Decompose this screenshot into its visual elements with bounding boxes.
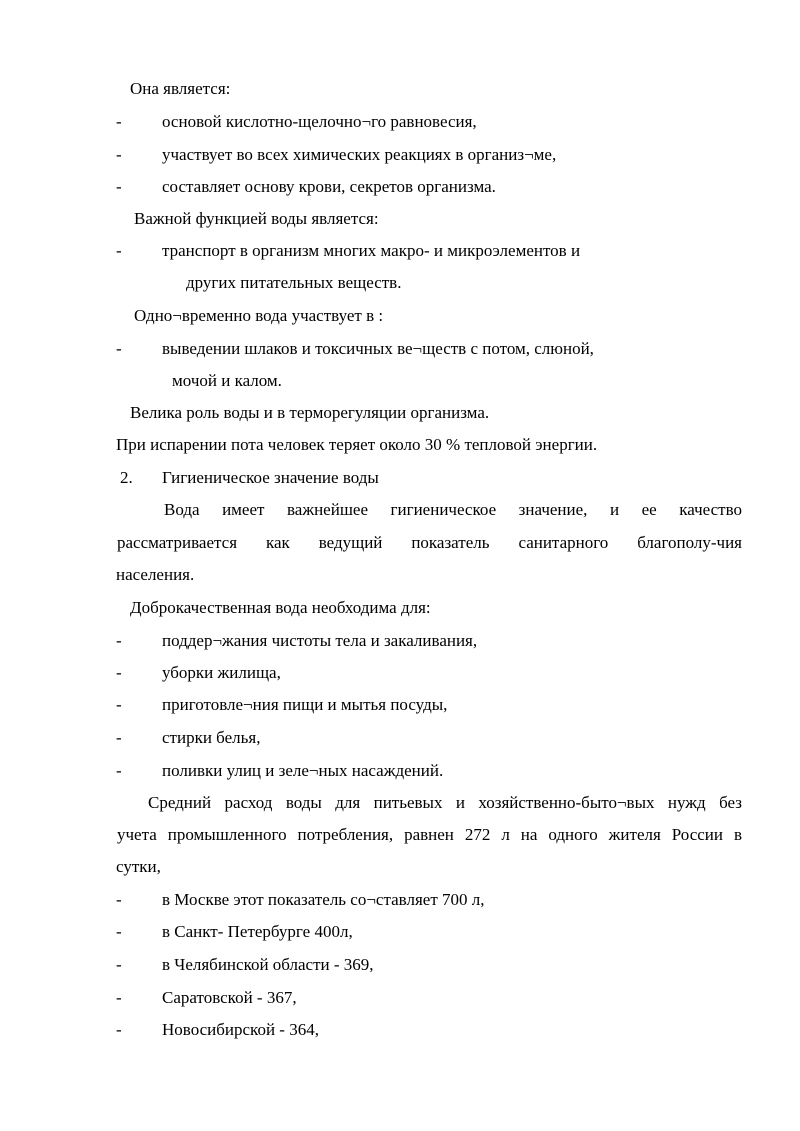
excretion-line-2: мочой и калом. [172,371,282,390]
bullet-dash: - [116,761,122,780]
intro-line: Она является: [130,79,231,98]
hygiene-paragraph-line: рассматривается как ведущий показатель санитарного благополу-чия [117,533,742,552]
section-number: 2. [120,468,133,487]
bullet-dash: - [116,695,122,714]
role-item: основой кислотно-щелочно¬го равновесия, [162,112,477,131]
region-item: в Санкт- Петербурге 400л, [162,922,353,941]
excretion-line-1: выведении шлаков и токсичных ве¬ществ с потом, слюной, [162,339,594,358]
hygiene-paragraph-line: населения. [116,565,195,584]
bullet-dash: - [116,922,122,941]
evaporation-line: При испарении пота человек теряет около 30 % тепловой энергии. [116,435,598,454]
bullet-dash: - [116,988,122,1007]
needed-for-heading: Доброкачественная вода необходима для: [130,598,431,617]
hygiene-paragraph-line: Вода имеет важнейшее гигиеническое значение, и ее качество [164,500,742,519]
section-title: Гигиеническое значение воды [162,468,379,487]
role-item: составляет основу крови, секретов организма. [162,177,496,196]
role-item: участвует во всех химических реакциях в организ¬ме, [162,145,557,164]
bullet-dash: - [116,177,122,196]
consumption-paragraph-line: учета промышленного потребления, равнен 272 л на одного жителя России в [117,825,742,844]
simultaneous-heading: Одно¬временно вода участвует в : [134,306,384,325]
region-item: в Челябинской области - 369, [162,955,374,974]
bullet-dash: - [116,728,122,747]
need-item: уборки жилища, [162,663,281,682]
important-function-heading: Важной функцией воды является: [134,209,379,228]
bullet-dash: - [116,1020,122,1039]
bullet-dash: - [116,955,122,974]
region-item: Саратовской - 367, [162,988,297,1007]
bullet-dash: - [116,339,122,358]
need-item: поливки улиц и зеле¬ных насаждений. [162,761,444,780]
bullet-dash: - [116,145,122,164]
need-item: стирки белья, [162,728,261,747]
bullet-dash: - [116,890,122,909]
need-item: поддер¬жания чистоты тела и закаливания, [162,631,478,650]
bullet-dash: - [116,663,122,682]
transport-line-2: других питательных веществ. [186,273,402,292]
bullet-dash: - [116,241,122,260]
bullet-dash: - [116,112,122,131]
consumption-paragraph-line: сутки, [116,857,161,876]
consumption-paragraph-line: Средний расход воды для питьевых и хозяйственно-быто¬вых нужд без [148,793,742,812]
need-item: приготовле¬ния пищи и мытья посуды, [162,695,448,714]
region-item: в Москве этот показатель со¬ставляет 700 л, [162,890,485,909]
region-item: Новосибирской - 364, [162,1020,319,1039]
bullet-dash: - [116,631,122,650]
thermoregulation-line: Велика роль воды и в терморегуляции организма. [130,403,490,422]
transport-line-1: транспорт в организм многих макро- и микроэлементов и [162,241,581,260]
